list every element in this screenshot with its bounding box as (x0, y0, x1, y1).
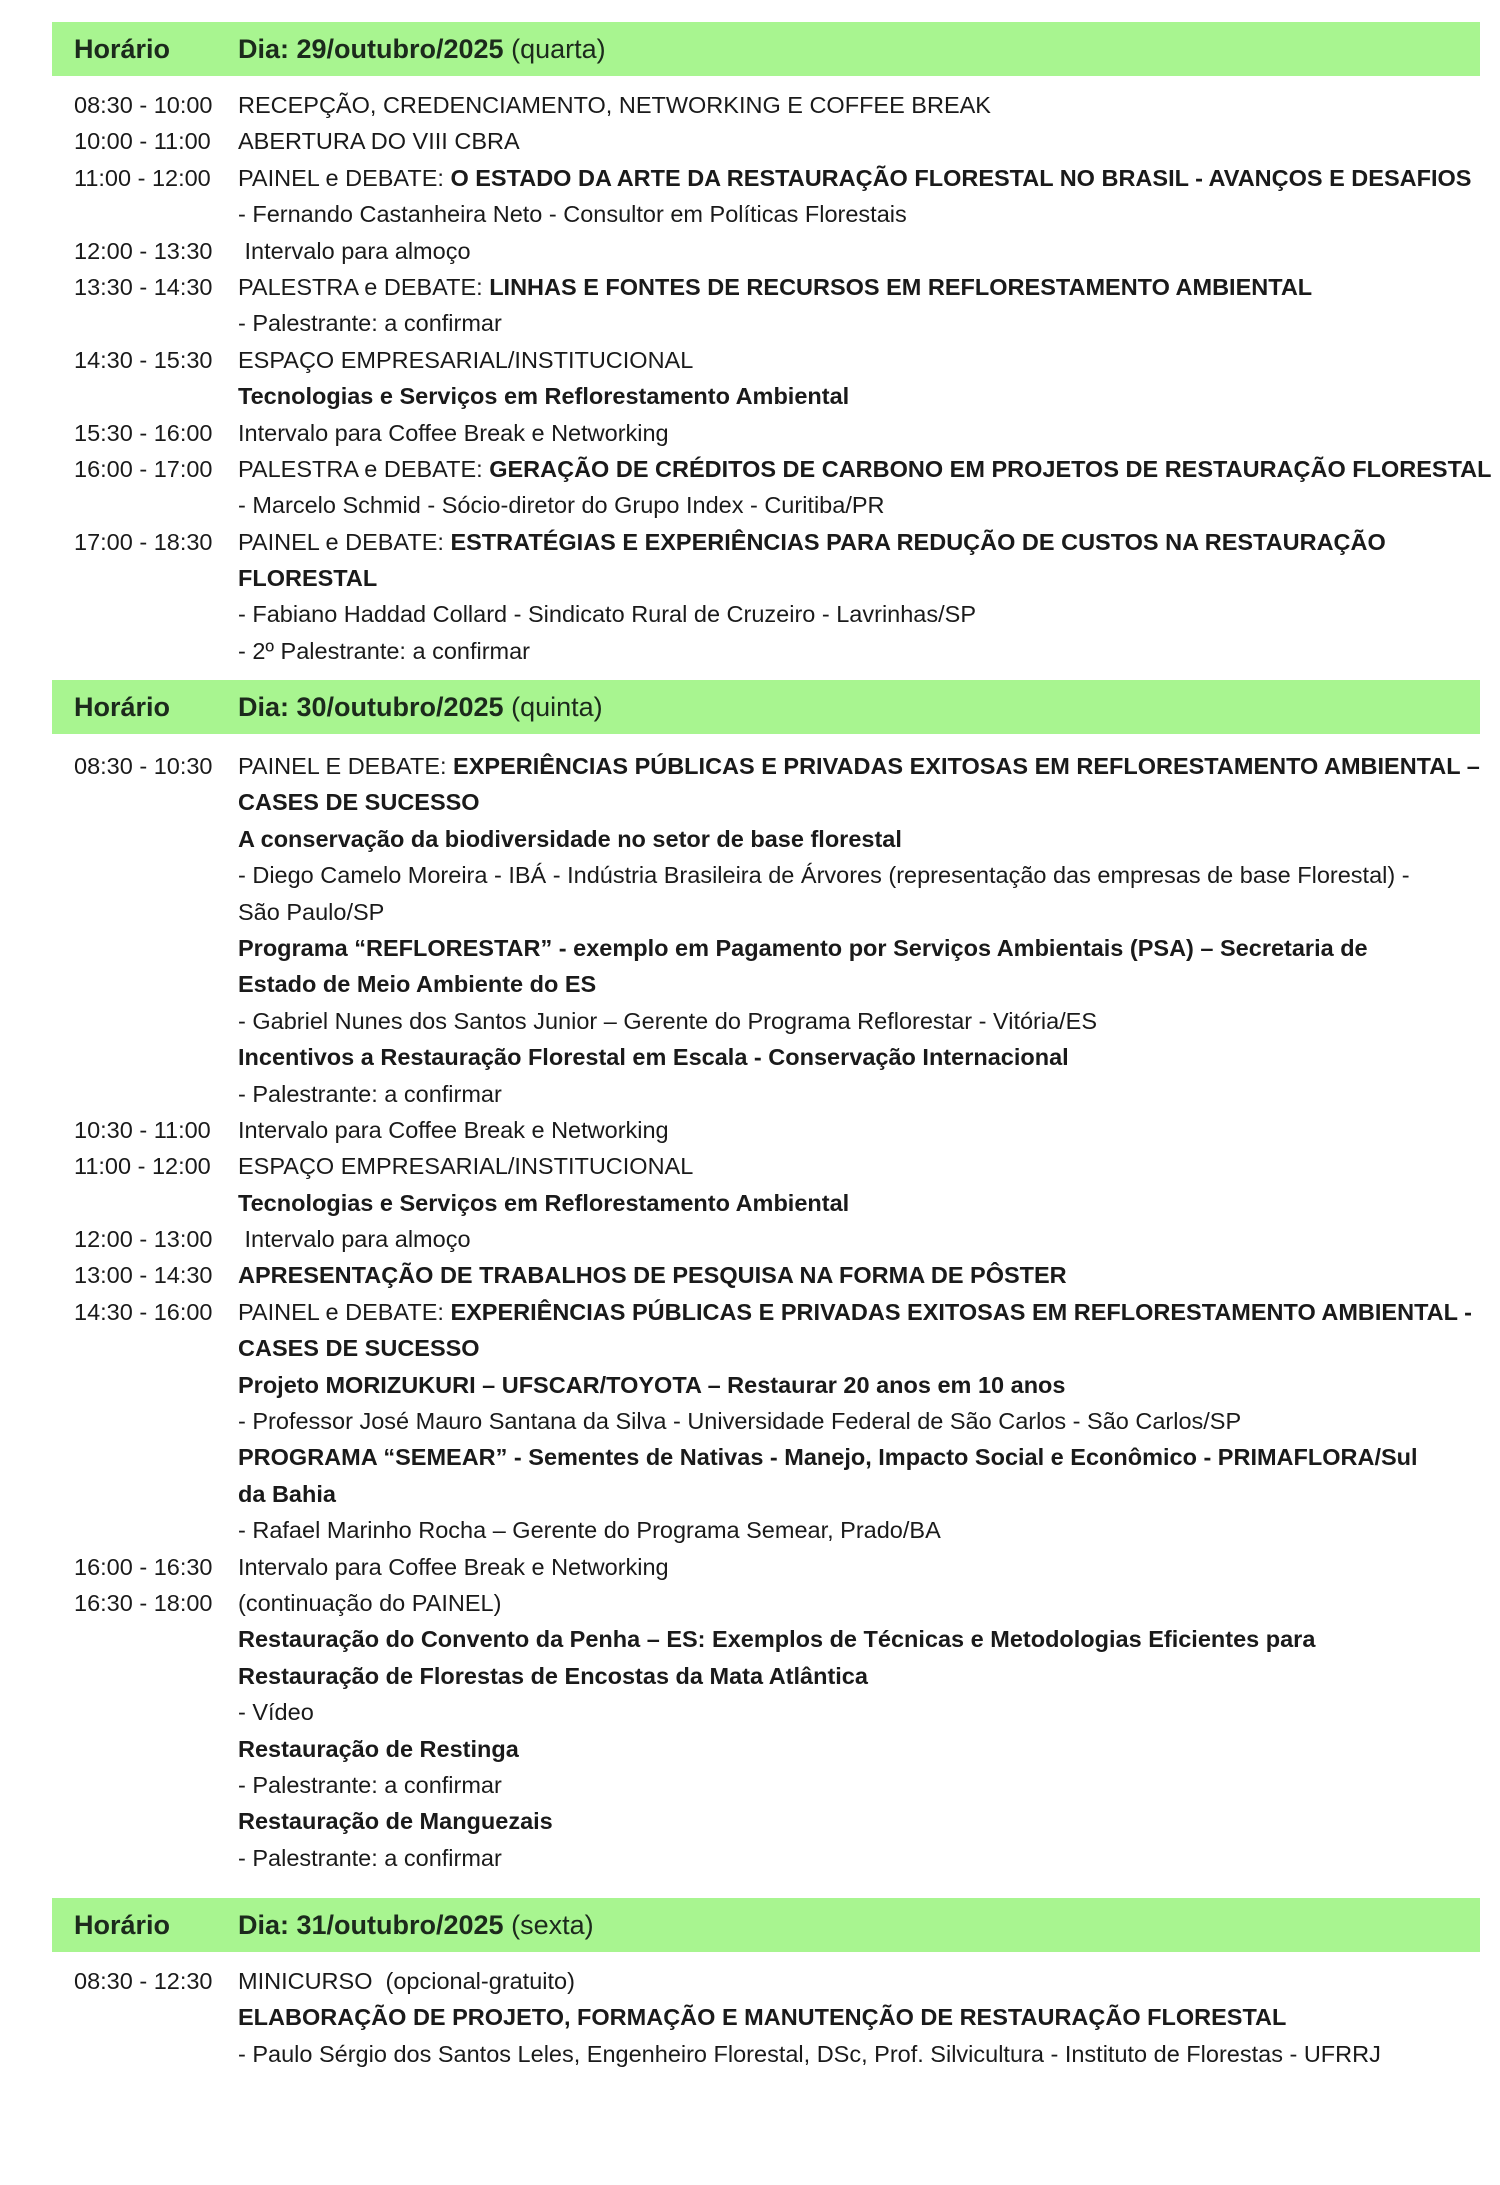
schedule-line (52, 415, 1480, 451)
session-text (238, 821, 902, 857)
session-text (238, 269, 1312, 305)
session-bold-text: Tecnologias e Serviços em Reflorestamento Ambiental (238, 383, 850, 410)
session-bold-text: CASES DE SUCESSO (238, 1335, 480, 1362)
day-weekday: (quinta) (511, 691, 603, 722)
day-weekday: (quarta) (511, 33, 606, 64)
session-text (238, 748, 1480, 784)
schedule-line (52, 123, 1480, 159)
session-plain-text: ABERTURA DO VIII CBRA (238, 128, 520, 155)
day-weekday: (sexta) (511, 1909, 594, 1940)
session-plain-text: - Palestrante: a confirmar (238, 1080, 502, 1107)
schedule-line (52, 1112, 1480, 1148)
session-bold-text: A conservação da biodiversidade no setor de base florestal (238, 825, 902, 852)
session-text (238, 784, 480, 820)
session-plain-text: - Marcelo Schmid - Sócio-diretor do Grupo Index - Curitiba/PR (238, 492, 885, 519)
time-slot: 16:30 - 18:00 (74, 1589, 213, 1616)
schedule-line (52, 1731, 1480, 1767)
session-plain-text: PAINEL e DEBATE: (238, 1298, 451, 1325)
day-header-2 (52, 680, 1480, 734)
session-text (238, 1731, 519, 1767)
schedule-line (52, 342, 1480, 378)
schedule-line (52, 1076, 1480, 1112)
schedule-line (52, 748, 1480, 784)
time-slot: 14:30 - 16:00 (74, 1298, 213, 1325)
session-plain-text: PAINEL e DEBATE: (238, 164, 451, 191)
schedule-line (52, 894, 1480, 930)
session-text (238, 1257, 1067, 1293)
session-text (238, 1294, 1472, 1330)
session-text (238, 1476, 336, 1512)
day-schedule (52, 87, 1492, 669)
time-slot: 10:30 - 11:00 (74, 1116, 211, 1143)
session-plain-text: Intervalo para Coffee Break e Networking (238, 419, 669, 446)
session-text (238, 1330, 480, 1366)
session-bold-text: FLORESTAL (238, 565, 378, 592)
time-slot: 16:00 - 16:30 (74, 1553, 213, 1580)
session-plain-text: - Paulo Sérgio dos Santos Leles, Engenheiro Florestal, DSc, Prof. Silvicultura - Instituto de Florestas - UFRRJ (238, 2040, 1381, 2067)
session-bold-text: APRESENTAÇÃO DE TRABALHOS DE PESQUISA NA FORMA DE PÔSTER (238, 1262, 1067, 1289)
session-bold-text: Restauração de Florestas de Encostas da Mata Atlântica (238, 1662, 868, 1689)
schedule-line (52, 1585, 1480, 1621)
time-slot: 12:00 - 13:00 (74, 1226, 213, 1253)
schedule-line (52, 1999, 1480, 2035)
schedule-line (52, 1512, 1480, 1548)
session-plain-text: Intervalo para almoço (238, 237, 471, 264)
schedule-line (52, 1403, 1480, 1439)
schedule-line (52, 1221, 1480, 1257)
session-bold-text: Incentivos a Restauração Florestal em Escala - Conservação Internacional (238, 1044, 1069, 1071)
session-plain-text: Intervalo para Coffee Break e Networking (238, 1553, 669, 1580)
schedule-line (52, 305, 1480, 341)
session-bold-text: ELABORAÇÃO DE PROJETO, FORMAÇÃO E MANUTENÇÃO DE RESTAURAÇÃO FLORESTAL (238, 2004, 1287, 2031)
time-slot: 11:00 - 12:00 (74, 1153, 211, 1180)
session-text (238, 305, 502, 341)
schedule-line (52, 1330, 1480, 1366)
schedule-line (52, 1767, 1480, 1803)
time-slot: 14:30 - 15:30 (74, 346, 213, 373)
session-text (238, 1549, 669, 1585)
session-text (238, 1185, 849, 1221)
schedule-line (52, 524, 1480, 560)
time-slot: 16:00 - 17:00 (74, 455, 213, 482)
session-text (238, 196, 907, 232)
session-bold-text: Restauração de Restinga (238, 1735, 519, 1762)
session-plain-text: Intervalo para almoço (238, 1226, 471, 1253)
schedule-line (52, 560, 1480, 596)
schedule-line (52, 1148, 1480, 1184)
schedule-line (52, 1257, 1480, 1293)
time-slot: 08:30 - 10:00 (74, 92, 213, 118)
session-text (238, 524, 1386, 560)
session-plain-text: - Rafael Marinho Rocha – Gerente do Programa Semear, Prado/BA (238, 1517, 941, 1544)
session-text (238, 596, 976, 632)
session-text (238, 1999, 1286, 2035)
schedule-line (52, 1039, 1480, 1075)
day-date: Dia: 30/outubro/2025 (238, 691, 504, 722)
session-bold-text: Estado de Meio Ambiente do ES (238, 971, 597, 998)
schedule-line (52, 1294, 1480, 1330)
session-text (238, 1112, 669, 1148)
schedule-line (52, 1549, 1480, 1585)
session-plain-text: PALESTRA e DEBATE: (238, 455, 490, 482)
day-title (238, 33, 606, 64)
session-bold-text: EXPERIÊNCIAS PÚBLICAS E PRIVADAS EXITOSAS EM REFLORESTAMENTO AMBIENTAL – (453, 753, 1480, 779)
time-slot: 10:00 - 11:00 (74, 128, 211, 155)
time-slot: 08:30 - 10:30 (74, 753, 213, 779)
session-plain-text: - Palestrante: a confirmar (238, 1771, 502, 1798)
session-plain-text: São Paulo/SP (238, 898, 385, 925)
session-text (238, 342, 693, 378)
session-plain-text: PALESTRA e DEBATE: (238, 273, 490, 300)
time-slot: 13:30 - 14:30 (74, 273, 213, 300)
schedule-line (52, 378, 1480, 414)
schedule-line (52, 1963, 1480, 1999)
session-text (238, 123, 520, 159)
session-text (238, 1585, 501, 1621)
schedule-line (52, 1658, 1480, 1694)
session-text (238, 415, 669, 451)
time-slot: 13:00 - 14:30 (74, 1262, 213, 1289)
schedule-line (52, 1185, 1480, 1221)
session-text (238, 633, 530, 669)
schedule-line (52, 451, 1492, 487)
session-text (238, 1803, 553, 1839)
schedule-line (52, 1439, 1480, 1475)
schedule-line (52, 1694, 1480, 1730)
day-date: Dia: 31/outubro/2025 (238, 1909, 504, 1940)
session-plain-text: - Palestrante: a confirmar (238, 310, 502, 337)
session-plain-text: PAINEL E DEBATE: (238, 753, 454, 779)
session-text (238, 378, 849, 414)
session-text (238, 451, 1492, 487)
schedule-line (52, 784, 1480, 820)
schedule-line (52, 1621, 1480, 1657)
session-text (238, 1076, 502, 1112)
session-bold-text: Restauração do Convento da Penha – ES: Exemplos de Técnicas e Metodologias Eficientes para (238, 1626, 1316, 1653)
session-text (238, 1039, 1069, 1075)
schedule-line (52, 269, 1480, 305)
schedule-line (52, 633, 1480, 669)
day-title (238, 1909, 594, 1940)
schedule-line (52, 233, 1480, 269)
session-bold-text: LINHAS E FONTES DE RECURSOS EM REFLORESTAMENTO AMBIENTAL (489, 273, 1313, 300)
session-text (238, 1148, 693, 1184)
session-text (238, 966, 596, 1002)
session-text (238, 1767, 502, 1803)
session-bold-text: PROGRAMA “SEMEAR” - Sementes de Nativas - Manejo, Impacto Social e Econômico - PRIMAFLORA/Sul (238, 1444, 1418, 1471)
time-slot: 08:30 - 12:30 (74, 1968, 213, 1994)
session-plain-text: RECEPÇÃO, CREDENCIAMENTO, NETWORKING E COFFEE BREAK (238, 92, 991, 118)
schedule-line (52, 596, 1480, 632)
session-bold-text: da Bahia (238, 1480, 336, 1507)
session-text (238, 1403, 1241, 1439)
session-text (238, 1003, 1097, 1039)
time-slot: 12:00 - 13:30 (74, 237, 213, 264)
schedule-line (52, 930, 1480, 966)
session-plain-text: - Diego Camelo Moreira - IBÁ - Indústria Brasileira de Árvores (representação das empresas de base Florestal) - (238, 862, 1410, 889)
time-slot: 17:00 - 18:30 (74, 528, 213, 555)
session-plain-text: MINICURSO (opcional-gratuito) (238, 1968, 575, 1994)
session-text (238, 1439, 1418, 1475)
session-plain-text: - 2º Palestrante: a confirmar (238, 637, 531, 664)
session-plain-text: - Fabiano Haddad Collard - Sindicato Rural de Cruzeiro - Lavrinhas/SP (238, 601, 977, 628)
session-text (238, 1658, 868, 1694)
session-plain-text: ESPAÇO EMPRESARIAL/INSTITUCIONAL (238, 1153, 694, 1180)
session-text (238, 1621, 1315, 1657)
session-text (238, 87, 991, 123)
schedule-line (52, 1367, 1480, 1403)
schedule-line (52, 1003, 1480, 1039)
session-bold-text: GERAÇÃO DE CRÉDITOS DE CARBONO EM PROJETOS DE RESTAURAÇÃO FLORESTAL (489, 455, 1492, 482)
session-bold-text: Projeto MORIZUKURI – UFSCAR/TOYOTA – Restaurar 20 anos em 10 anos (238, 1371, 1066, 1398)
schedule-line (52, 821, 1480, 857)
day-date: Dia: 29/outubro/2025 (238, 33, 504, 64)
day-schedule (52, 748, 1480, 1876)
session-text (238, 160, 1471, 196)
session-text (238, 1367, 1065, 1403)
schedule-line (52, 966, 1480, 1002)
schedule-line (52, 1803, 1480, 1839)
day-schedule (52, 1963, 1480, 2072)
session-bold-text: CASES DE SUCESSO (238, 789, 480, 816)
session-plain-text: - Palestrante: a confirmar (238, 1844, 502, 1871)
day-header-3 (52, 1898, 1480, 1952)
session-plain-text: PAINEL e DEBATE: (238, 528, 451, 555)
session-bold-text: ESTRATÉGIAS E EXPERIÊNCIAS PARA REDUÇÃO DE CUSTOS NA RESTAURAÇÃO (450, 528, 1386, 555)
session-plain-text: - Professor José Mauro Santana da Silva - Universidade Federal de São Carlos - São Carlos/SP (238, 1408, 1242, 1435)
session-plain-text: - Vídeo (238, 1699, 314, 1726)
session-text (238, 1840, 502, 1876)
time-column-header: Horário (74, 691, 171, 722)
time-column-header: Horário (74, 33, 171, 64)
time-column-header: Horário (74, 1909, 171, 1940)
day-header-1 (52, 22, 1480, 76)
session-text (238, 487, 885, 523)
session-text (238, 1963, 575, 1999)
session-bold-text: O ESTADO DA ARTE DA RESTAURAÇÃO FLORESTAL NO BRASIL - AVANÇOS E DESAFIOS (450, 164, 1472, 191)
session-bold-text: Tecnologias e Serviços em Reflorestamento Ambiental (238, 1189, 850, 1216)
time-slot: 15:30 - 16:00 (74, 419, 213, 446)
session-text (238, 1221, 471, 1257)
time-slot: 11:00 - 12:00 (74, 164, 211, 191)
session-text (238, 930, 1368, 966)
session-plain-text: ESPAÇO EMPRESARIAL/INSTITUCIONAL (238, 346, 694, 373)
session-plain-text: - Fernando Castanheira Neto - Consultor em Políticas Florestais (238, 201, 907, 228)
session-plain-text: (continuação do PAINEL) (238, 1589, 502, 1616)
session-text (238, 1512, 941, 1548)
session-text (238, 2036, 1381, 2072)
session-text (238, 857, 1410, 893)
schedule-line (52, 1476, 1480, 1512)
day-title (238, 691, 603, 722)
session-text (238, 560, 377, 596)
schedule-line (52, 487, 1480, 523)
schedule-line (52, 160, 1480, 196)
schedule-line (52, 87, 1480, 123)
schedule-line (52, 857, 1480, 893)
session-bold-text: Programa “REFLORESTAR” - exemplo em Pagamento por Serviços Ambientais (PSA) – Secretaria de (238, 934, 1368, 961)
schedule-line (52, 196, 1480, 232)
session-text (238, 233, 471, 269)
session-bold-text: Restauração de Manguezais (238, 1808, 553, 1835)
session-text (238, 1694, 314, 1730)
session-plain-text: Intervalo para Coffee Break e Networking (238, 1116, 669, 1143)
schedule-line (52, 2036, 1480, 2072)
session-text (238, 894, 384, 930)
schedule-line (52, 1840, 1480, 1876)
session-plain-text: - Gabriel Nunes dos Santos Junior – Gerente do Programa Reflorestar - Vitória/ES (238, 1007, 1098, 1034)
session-bold-text: EXPERIÊNCIAS PÚBLICAS E PRIVADAS EXITOSAS EM REFLORESTAMENTO AMBIENTAL - (450, 1298, 1472, 1325)
